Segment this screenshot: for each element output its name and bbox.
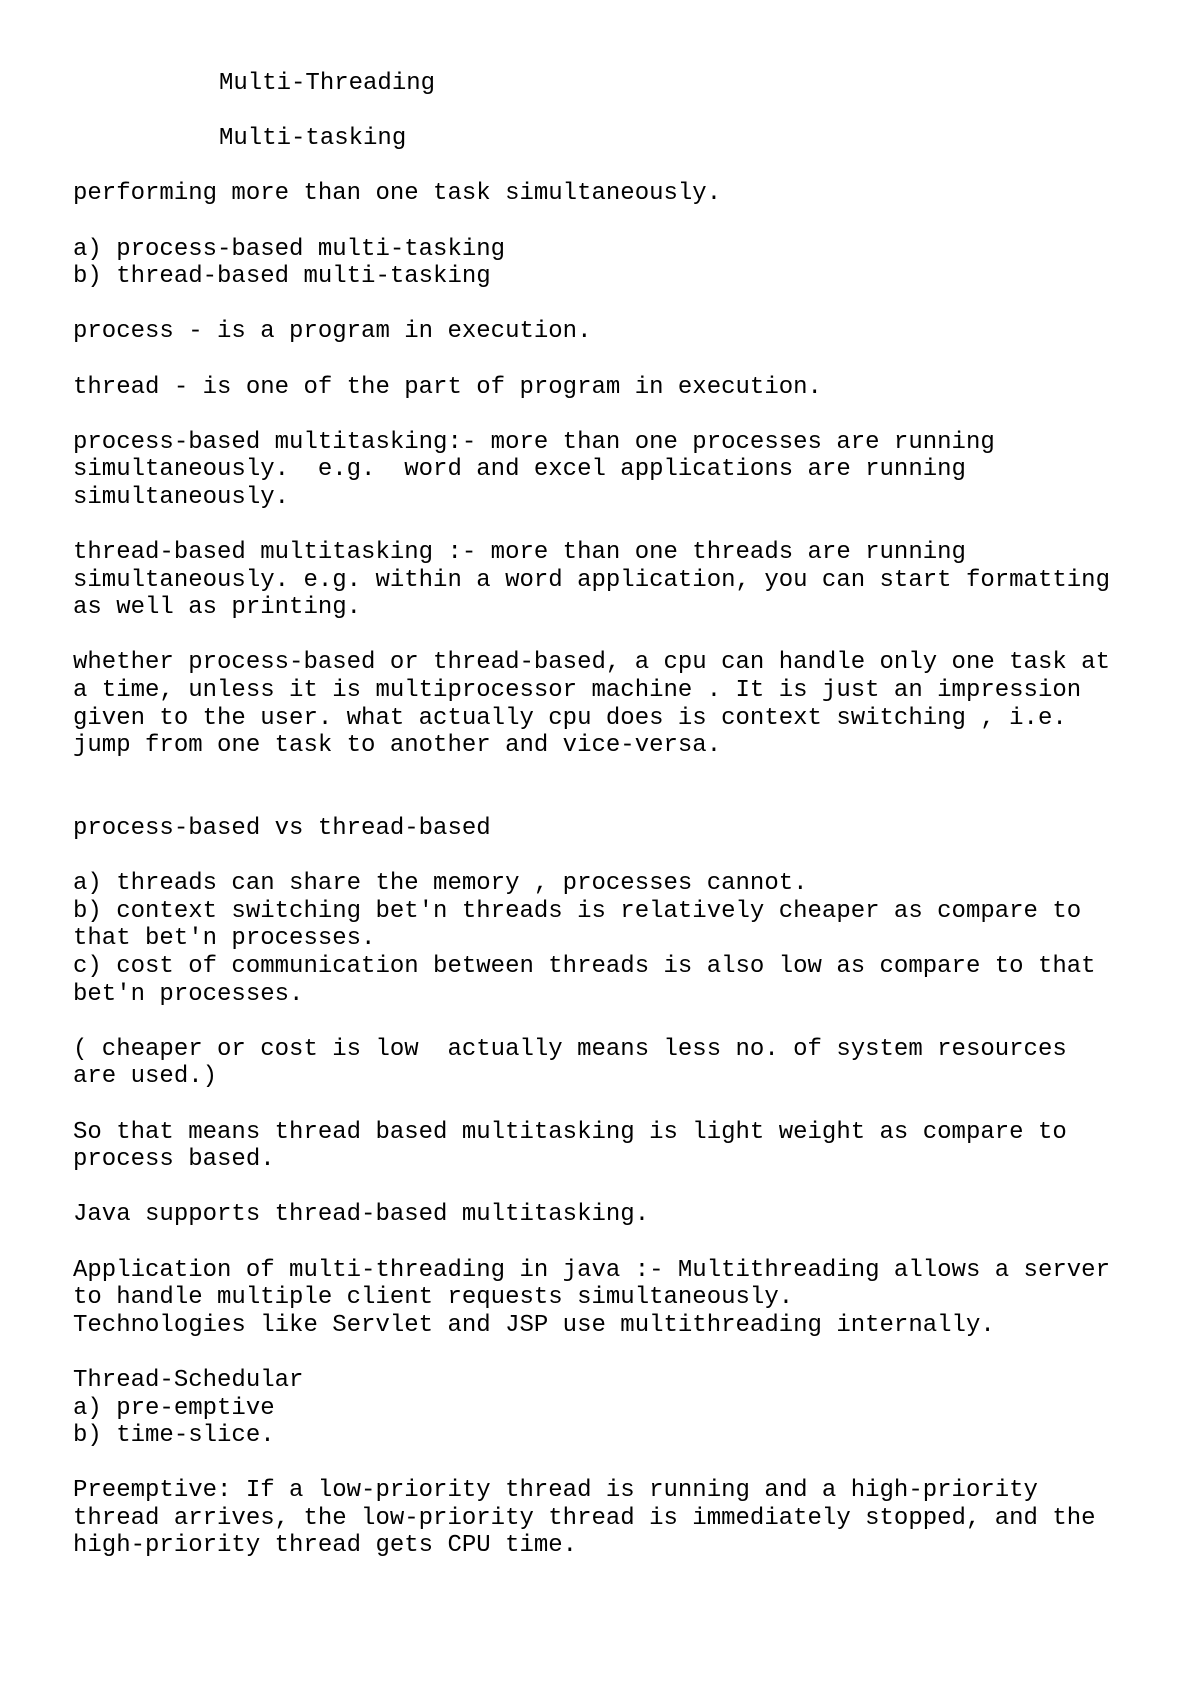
preemptive-paragraph: high-priority thread gets CPU time. — [73, 1532, 578, 1560]
preemptive-paragraph: thread arrives, the low-priority thread is immediately stopped, and the — [73, 1504, 1096, 1532]
document-subtitle: Multi-tasking — [219, 125, 407, 153]
cpu-paragraph: jump from one task to another and vice-versa. — [73, 732, 722, 760]
application-paragraph: Technologies like Servlet and JSP use multithreading internally. — [73, 1311, 995, 1339]
thread-based-paragraph: simultaneously. e.g. within a word application, you can start formatting — [73, 566, 1110, 594]
note-paragraph: are used.) — [73, 1063, 218, 1091]
type-item: a) process-based multi-tasking — [73, 235, 506, 263]
type-item: b) thread-based multi-tasking — [73, 263, 491, 291]
process-based-paragraph: simultaneously. — [73, 483, 290, 511]
process-based-paragraph: process-based multitasking:- more than one processes are running — [73, 428, 995, 456]
comparison-heading: process-based vs thread-based — [73, 815, 491, 843]
comparison-point: c) cost of communication between threads is also low as compare to that — [73, 953, 1096, 980]
thread-based-paragraph: as well as printing. — [73, 594, 362, 622]
document-title: Multi-Threading — [219, 70, 436, 97]
thread-definition: thread - is one of the part of program in execution. — [73, 373, 822, 401]
application-paragraph: to handle multiple client requests simultaneously. — [73, 1284, 794, 1312]
scheduler-type: b) time-slice. — [73, 1422, 275, 1450]
comparison-point: that bet'n processes. — [73, 925, 376, 953]
document-body — [73, 70, 1163, 1560]
process-definition: process - is a program in execution. — [73, 318, 592, 346]
cpu-paragraph: a time, unless it is multiprocessor machine . It is just an impression — [73, 677, 1082, 705]
comparison-point: a) threads can share the memory , processes cannot. — [73, 870, 808, 898]
thread-based-paragraph: thread-based multitasking :- more than one threads are running — [73, 539, 966, 567]
application-paragraph: Application of multi-threading in java :- Multithreading allows a server — [73, 1256, 1110, 1284]
cpu-paragraph: whether process-based or thread-based, a cpu can handle only one task at — [73, 649, 1110, 677]
preemptive-paragraph: Preemptive: If a low-priority thread is running and a high-priority — [73, 1477, 1038, 1505]
scheduler-type: a) pre-emptive — [73, 1394, 275, 1422]
lightweight-paragraph: process based. — [73, 1146, 275, 1174]
note-paragraph: ( cheaper or cost is low actually means less no. of system resources — [73, 1035, 1067, 1063]
comparison-point: bet'n processes. — [73, 980, 304, 1008]
lightweight-paragraph: So that means thread based multitasking is light weight as compare to — [73, 1118, 1067, 1146]
multitasking-definition: performing more than one task simultaneously. — [73, 180, 722, 208]
comparison-point: b) context switching bet'n threads is relatively cheaper as compare to — [73, 897, 1082, 925]
scheduler-heading: Thread-Schedular — [73, 1366, 304, 1394]
java-support-line: Java supports thread-based multitasking. — [73, 1201, 650, 1229]
process-based-paragraph: simultaneously. e.g. word and excel applications are running — [73, 456, 966, 484]
cpu-paragraph: given to the user. what actually cpu does is context switching , i.e. — [73, 704, 1067, 732]
